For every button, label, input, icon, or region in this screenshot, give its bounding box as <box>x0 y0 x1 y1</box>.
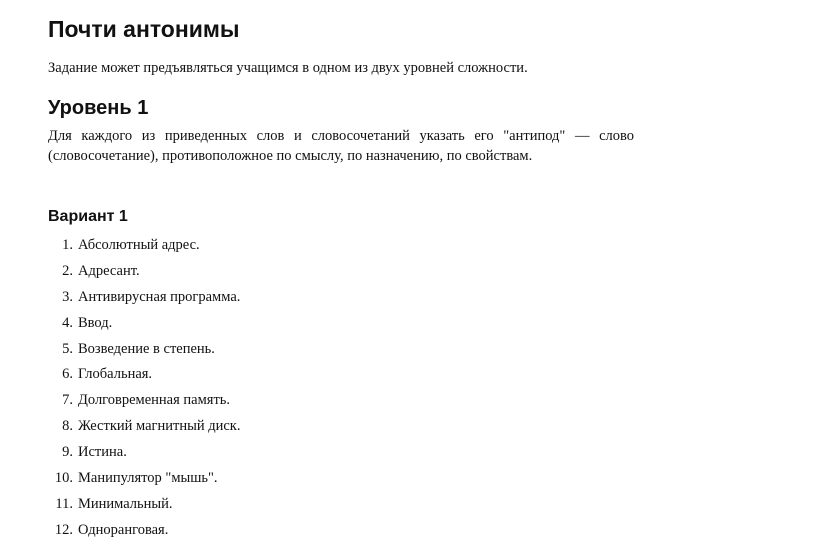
intro-paragraph: Задание может предъявляться учащимся в одном из двух уровней сложности. <box>48 60 528 76</box>
item-text: Адресант. <box>78 262 140 279</box>
page-title: Почти антонимы <box>48 16 240 42</box>
list-item <box>48 494 608 520</box>
item-text: Возведение в степень. <box>78 340 215 357</box>
list-item <box>48 261 608 287</box>
item-text: Ввод. <box>78 314 113 331</box>
list-item <box>48 390 608 416</box>
variant-heading: Вариант 1 <box>48 208 128 225</box>
item-text: Истина. <box>78 444 127 461</box>
list-item <box>48 364 608 390</box>
item-list <box>48 235 608 546</box>
item-number: 2. <box>62 262 73 279</box>
item-number: 7. <box>62 392 73 409</box>
list-item <box>48 416 608 442</box>
item-number: 11. <box>55 495 73 512</box>
item-text: Антивирусная программа. <box>78 288 241 305</box>
item-number: 1. <box>62 237 73 253</box>
item-number: 5. <box>62 340 73 357</box>
list-item <box>48 468 608 494</box>
item-number: 3. <box>62 288 73 305</box>
item-text: Жесткий магнитный диск. <box>78 418 241 435</box>
item-number: 6. <box>62 366 73 383</box>
list-item <box>48 442 608 468</box>
item-text: Абсолютный адрес. <box>78 237 200 253</box>
level-heading: Уровень 1 <box>48 97 149 119</box>
item-number: 9. <box>62 444 73 461</box>
item-number: 12. <box>54 521 73 538</box>
list-item <box>48 287 608 313</box>
list-item <box>48 339 608 365</box>
task-paragraph: Для каждого из приведенных слов и словосочетаний указать его "антипод" — слово (словосочетание), противоположное по смыслу, по назначению, по свойствам. <box>48 128 634 164</box>
item-number: 10. <box>54 470 73 487</box>
item-text: Долговременная память. <box>78 392 231 409</box>
item-text: Глобальная. <box>78 366 153 383</box>
list-item <box>48 313 608 339</box>
item-number: 4. <box>62 314 73 331</box>
item-number: 8. <box>62 418 73 435</box>
item-text: Манипулятор "мышь". <box>78 470 218 487</box>
item-text: Минимальный. <box>78 495 173 512</box>
list-item <box>48 235 608 261</box>
item-text: Одноранговая. <box>78 521 169 538</box>
list-item <box>48 520 608 546</box>
